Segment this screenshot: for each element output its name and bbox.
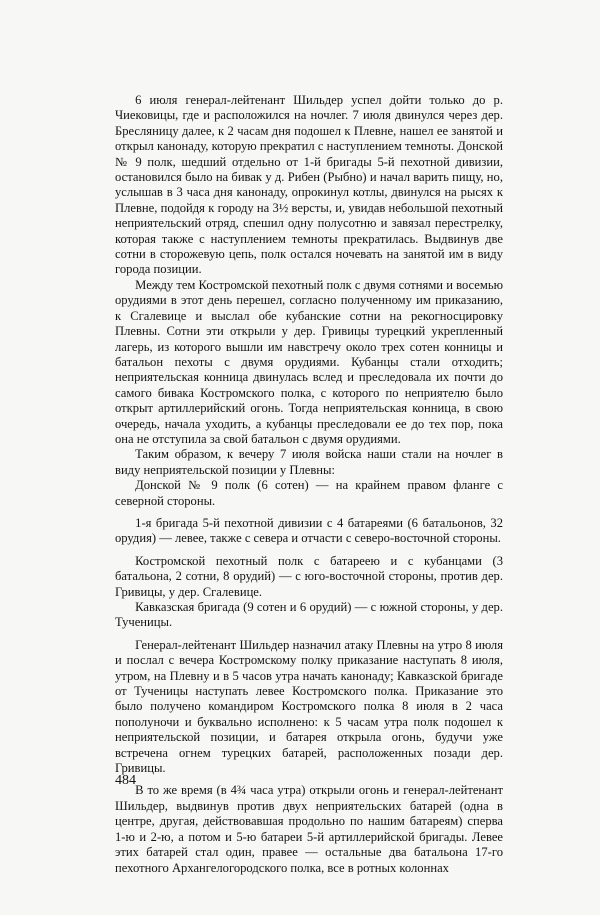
paragraph-kostroma-position: Костромской пехотный полк с батареею и с кубанцами (3 батальона, 2 сотни, 8 орудий) — с юго-восточной стороны, против дер. Гривицы, у дер. Сгалевице. xyxy=(115,553,503,599)
paragraph-don-regiment: Донской № 9 полк (6 сотен) — на крайнем правом фланге с северной стороны. xyxy=(115,478,503,508)
paragraph-shilder-march: 6 июля генерал-лейтенант Шильдер успел дойти только до р. Чиековицы, где и расположился на ночлег. 7 июля двинулся через дер. Бресляницу далее, к 2 часам дня подошел к Плевне, нашел ее занятой и открыл канонаду, которую прекратил с наступлением темноты. Донской № 9 полк, шедший отдельно от 1-й бригады 5-й пехотной дивизии, остановился было на бивак у д. Рибен (Рыбно) и начал варить пищу, но, услышав в 3 часа дня канонаду, опрокинул котлы, двинулся на рысях к Плевне, подойдя к городу на 3½ версты, и, увидав небольшой пехотный неприятельский отряд, спешил одну полусотню и завязал перестрелку, которая также с наступлением темноты прекратилась. Выдвинув две сотни в сторожевую цепь, полк остался ночевать на занятой им в виду города позиции. xyxy=(115,93,503,277)
page-number: 484 xyxy=(115,773,136,788)
paragraph-first-brigade: 1-я бригада 5-й пехотной дивизии с 4 батареями (6 батальонов, 32 орудия) — левее, также с севера и отчасти с северо-восточной стороны. xyxy=(115,515,503,546)
body-text xyxy=(115,93,503,876)
paragraph-summary-intro: Таким образом, к вечеру 7 июля войска наши стали на ночлег в виду неприятельской позиции у Плевны: xyxy=(115,447,503,477)
paragraph-attack-order: Генерал-лейтенант Шильдер назначил атаку Плевны на утро 8 июля и послал с вечера Костромскому полку приказание наступать 8 июля, утром, на Плевну и в 5 часов утра начать канонаду; Кавказской бригаде от Тученицы наступать левее Костромского полка. Приказание это было получено командиром Костромского полка 8 июля в 2 часа пополуночи и буквально исполнено: к 5 часам утра полк подошел к неприятельской позиции, и батарея открыла огонь, будучи уже встречена огнем турецких батарей, расположенных позади дер. Гривицы. xyxy=(115,637,503,776)
paragraph-artillery-fire: В то же время (в 4¾ часа утра) открыли огонь и генерал-лейтенант Шильдер, выдвинув против двух неприятельских батарей (одна в центре, другая, действовавшая продольно по нашим батареям) сперва 1-ю и 2-ю, а потом и 5-ю батареи 5-й артиллерийской бригады. Левее этих батарей стал один, правее — остальные два батальона 17-го пехотного Архангелогородского полка, все в ротных колоннах xyxy=(115,783,503,875)
paragraph-kostroma-regiment: Между тем Костромской пехотный полк с двумя сотнями и восемью орудиями в этот день перешел, согласно полученному им приказанию, к Сгалевице и выслал обе кубанские сотни на рекогносцировку Плевны. Сотни эти открыли у дер. Гривицы турецкий укрепленный лагерь, из которого вышли им навстречу около трех сотен конницы и батальон пехоты с двумя орудиями. Кубанцы стали отходить; неприятельская конница двинулась вслед и преследовала их почти до самого бивака Костромского полка, с которого по неприятелю было открыт артиллерийский огонь. Тогда неприятельская конница, в свою очередь, начала уходить, а кубанцы преследовали ее до тех пор, пока она не отступила за свой батальон с двумя орудиями. xyxy=(115,277,504,446)
paragraph-caucasus-brigade: Кавказская бригада (9 сотен и 6 орудий) — с южной стороны, у дер. Тученицы. xyxy=(115,600,503,630)
